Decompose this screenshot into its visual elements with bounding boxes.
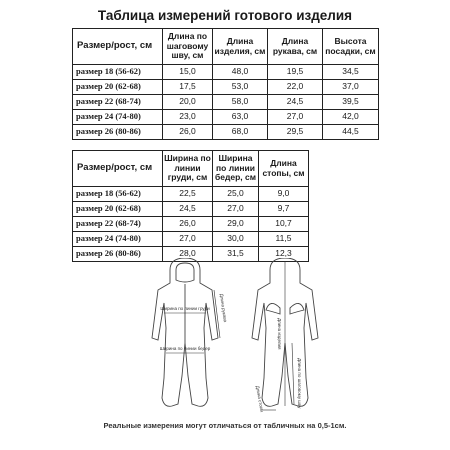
value-cell: 37,0	[323, 80, 379, 95]
column-header: Длина изделия, см	[213, 29, 268, 65]
table-row	[73, 232, 309, 247]
sleeve-length-label: Длина рукава	[219, 293, 228, 323]
hip-width-label: Ширина по линии бедер	[159, 346, 211, 351]
value-cell: 58,0	[213, 95, 268, 110]
value-cell: 44,5	[323, 125, 379, 140]
size-cell: размер 20 (62-68)	[73, 80, 163, 95]
table-row	[73, 80, 379, 95]
column-header: Размер/рост, см	[73, 151, 163, 187]
garment-measurement-diagram	[140, 258, 340, 418]
size-cell: размер 18 (56-62)	[73, 187, 163, 202]
front-view	[152, 258, 218, 406]
value-cell: 27,0	[213, 202, 259, 217]
value-cell: 27,0	[268, 110, 323, 125]
size-cell: размер 24 (74-80)	[73, 232, 163, 247]
value-cell: 24,5	[268, 95, 323, 110]
value-cell: 19,5	[268, 65, 323, 80]
table-row	[73, 95, 379, 110]
value-cell: 30,0	[213, 232, 259, 247]
value-cell: 26,0	[163, 217, 213, 232]
column-header: Длина стопы, см	[259, 151, 309, 187]
value-cell: 11,5	[259, 232, 309, 247]
front-measurement-lines	[164, 290, 220, 353]
value-cell: 25,0	[213, 187, 259, 202]
column-header: Ширина по линии бедер, см	[213, 151, 259, 187]
value-cell: 68,0	[213, 125, 268, 140]
value-cell: 31,5	[213, 247, 259, 262]
value-cell: 22,5	[163, 187, 213, 202]
table-header-row	[73, 151, 309, 187]
value-cell: 20,0	[163, 95, 213, 110]
table-row	[73, 65, 379, 80]
value-cell: 53,0	[213, 80, 268, 95]
measurements-table-2	[72, 150, 309, 262]
table-row	[73, 202, 309, 217]
footnote: Реальные измерения могут отличаться от табличных на 0,5-1см.	[103, 421, 347, 430]
column-header: Высота посадки, см	[323, 29, 379, 65]
column-header: Размер/рост, см	[73, 29, 163, 65]
value-cell: 27,0	[163, 232, 213, 247]
size-cell: размер 22 (68-74)	[73, 217, 163, 232]
garment-length-label: Длина изделия	[277, 318, 282, 350]
table-row	[73, 110, 379, 125]
value-cell: 48,0	[213, 65, 268, 80]
page-title: Таблица измерений готового изделия	[97, 8, 353, 23]
value-cell: 17,5	[163, 80, 213, 95]
value-cell: 24,5	[163, 202, 213, 217]
value-cell: 9,0	[259, 187, 309, 202]
column-header: Длина рукава, см	[268, 29, 323, 65]
value-cell: 26,0	[163, 125, 213, 140]
value-cell: 12,3	[259, 247, 309, 262]
value-cell: 29,0	[213, 217, 259, 232]
size-cell: размер 22 (68-74)	[73, 95, 163, 110]
size-cell: размер 26 (80-86)	[73, 125, 163, 140]
table-row	[73, 217, 309, 232]
table-row	[73, 125, 379, 140]
value-cell: 9,7	[259, 202, 309, 217]
chest-width-label: Ширина по линии груди	[160, 306, 210, 311]
value-cell: 10,7	[259, 217, 309, 232]
value-cell: 63,0	[213, 110, 268, 125]
value-cell: 15,0	[163, 65, 213, 80]
foot-length-label: Длина стопы	[255, 385, 265, 413]
size-cell: размер 26 (80-86)	[73, 247, 163, 262]
value-cell: 34,5	[323, 65, 379, 80]
value-cell: 42,0	[323, 110, 379, 125]
measurements-table-1	[72, 28, 379, 140]
value-cell: 23,0	[163, 110, 213, 125]
size-cell: размер 18 (56-62)	[73, 65, 163, 80]
column-header: Длина по шаговому шву, см	[163, 29, 213, 65]
size-cell: размер 24 (74-80)	[73, 110, 163, 125]
size-cell: размер 20 (62-68)	[73, 202, 163, 217]
value-cell: 28,0	[163, 247, 213, 262]
table-row	[73, 187, 309, 202]
table-header-row	[73, 29, 379, 65]
column-header: Ширина по линии груди, см	[163, 151, 213, 187]
value-cell: 39,5	[323, 95, 379, 110]
value-cell: 29,5	[268, 125, 323, 140]
inseam-length-label: Длина по шаговому шву	[297, 358, 302, 409]
value-cell: 22,0	[268, 80, 323, 95]
